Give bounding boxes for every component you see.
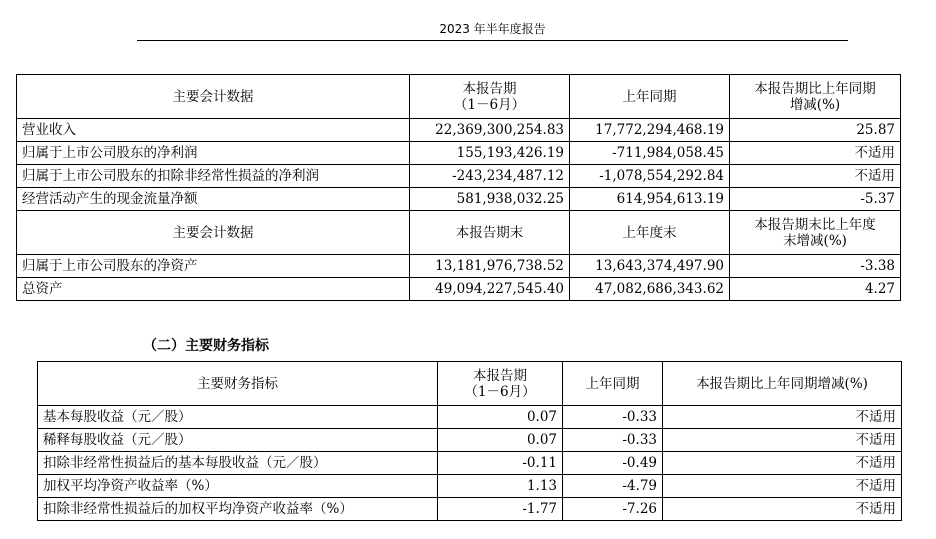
table-row (38, 406, 902, 429)
table1-header-row (17, 75, 901, 119)
table-row (17, 165, 901, 188)
report-header (137, 18, 848, 41)
report-title: 2023 年半年度报告 (439, 22, 546, 36)
table2-col-item: 主要财务指标 (38, 362, 438, 406)
row-label: 经营活动产生的现金流量净额 (17, 188, 410, 211)
row-value-change: 不适用 (663, 452, 902, 475)
row-label: 营业收入 (17, 119, 410, 142)
row-value-change: 不适用 (730, 165, 901, 188)
table1-col-period-end: 本报告期末 (410, 211, 570, 255)
row-value-current: 22,369,300,254.83 (410, 119, 570, 142)
row-value-prior: 13,643,374,497.90 (570, 255, 730, 278)
table-row (17, 142, 901, 165)
table1-col-item: 主要会计数据 (17, 75, 410, 119)
row-value-current: -1.77 (438, 498, 563, 521)
table-row (17, 119, 901, 142)
row-value-change: -5.37 (730, 188, 901, 211)
section-title: （二）主要财务指标 (143, 338, 269, 354)
row-value-prior: 17,772,294,468.19 (570, 119, 730, 142)
table-row (38, 429, 902, 452)
row-label: 总资产 (17, 278, 410, 301)
table1-col-item-2: 主要会计数据 (17, 211, 410, 255)
table1-col-prior-year-end: 上年度末 (570, 211, 730, 255)
row-value-prior: 614,954,613.19 (570, 188, 730, 211)
row-label: 扣除非经常性损益后的加权平均净资产收益率（%） (38, 498, 438, 521)
row-value-prior: -7.26 (563, 498, 663, 521)
row-value-change: 不适用 (663, 475, 902, 498)
table-row (38, 475, 902, 498)
row-value-current: 155,193,426.19 (410, 142, 570, 165)
row-value-prior: -0.33 (563, 406, 663, 429)
table-row (38, 452, 902, 475)
table1-col-change: 本报告期比上年同期 增减(%) (730, 75, 901, 119)
row-value-change: 不适用 (730, 142, 901, 165)
key-accounting-data-table (16, 74, 901, 301)
row-label: 基本每股收益（元／股） (38, 406, 438, 429)
table-row (17, 188, 901, 211)
row-label: 扣除非经常性损益后的基本每股收益（元／股） (38, 452, 438, 475)
table-row (17, 255, 901, 278)
table2-col-current: 本报告期 （1－6月） (438, 362, 563, 406)
row-value-current: 581,938,032.25 (410, 188, 570, 211)
row-value-prior: 47,082,686,343.62 (570, 278, 730, 301)
row-value-current: -0.11 (438, 452, 563, 475)
row-value-prior: -711,984,058.45 (570, 142, 730, 165)
table-row (17, 278, 901, 301)
row-value-change: -3.38 (730, 255, 901, 278)
key-financial-indicators-table (37, 361, 902, 521)
table1-subheader-row (17, 211, 901, 255)
row-label: 加权平均净资产收益率（%） (38, 475, 438, 498)
row-value-prior: -0.33 (563, 429, 663, 452)
row-value-change: 不适用 (663, 406, 902, 429)
row-value-prior: -1,078,554,292.84 (570, 165, 730, 188)
row-value-change: 4.27 (730, 278, 901, 301)
table2-col-prior: 上年同期 (563, 362, 663, 406)
row-label: 稀释每股收益（元／股） (38, 429, 438, 452)
table1-col-current: 本报告期 （1－6月） (410, 75, 570, 119)
table2-col-change: 本报告期比上年同期增减(%) (663, 362, 902, 406)
row-value-change: 25.87 (730, 119, 901, 142)
table2-header-row (38, 362, 902, 406)
row-value-current: 13,181,976,738.52 (410, 255, 570, 278)
row-value-current: 0.07 (438, 406, 563, 429)
row-label: 归属于上市公司股东的净利润 (17, 142, 410, 165)
row-value-change: 不适用 (663, 498, 902, 521)
row-value-prior: -0.49 (563, 452, 663, 475)
row-value-current: 49,094,227,545.40 (410, 278, 570, 301)
row-value-change: 不适用 (663, 429, 902, 452)
row-value-prior: -4.79 (563, 475, 663, 498)
table-row (38, 498, 902, 521)
row-label: 归属于上市公司股东的扣除非经常性损益的净利润 (17, 165, 410, 188)
table1-col-prior: 上年同期 (570, 75, 730, 119)
row-value-current: 1.13 (438, 475, 563, 498)
row-value-current: -243,234,487.12 (410, 165, 570, 188)
table1-col-change-2: 本报告期末比上年度 末增减(%) (730, 211, 901, 255)
row-label: 归属于上市公司股东的净资产 (17, 255, 410, 278)
row-value-current: 0.07 (438, 429, 563, 452)
